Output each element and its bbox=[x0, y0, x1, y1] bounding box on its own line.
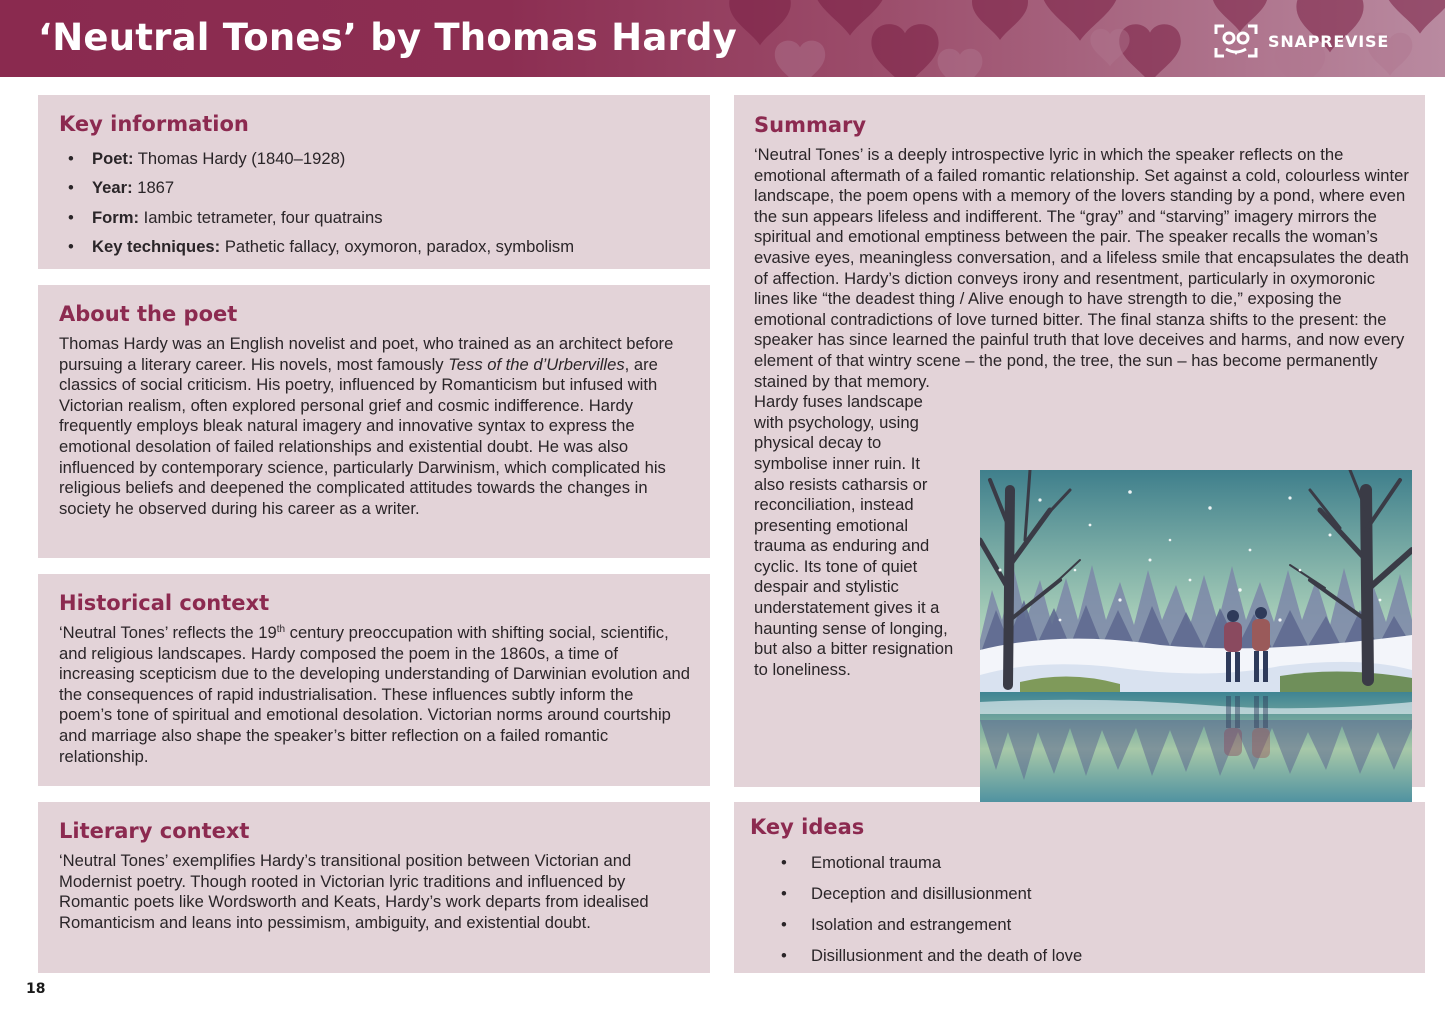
item-label: Poet: bbox=[92, 149, 134, 168]
item-value: 1867 bbox=[137, 178, 175, 198]
item-value: Iambic tetrameter, four quatrains bbox=[143, 207, 383, 227]
section-heading: Literary context bbox=[59, 819, 250, 843]
section-heading: Key ideas bbox=[750, 815, 865, 839]
item-value: Thomas Hardy (1840–1928) bbox=[137, 149, 346, 168]
owl-icon bbox=[1212, 22, 1260, 60]
text-span: Thomas Hardy was an English novelist and poet, who trained as an architect before pursuing a literary career. His novels, most famously bbox=[59, 334, 674, 374]
item-label: Year: bbox=[92, 178, 133, 198]
text-span: century preoccupation with shifting social, scientific, and religious landscapes. Hardy composed the poem in the 1860s, a time of increasing scepticism due to the developing understanding of Darwinian evolution and the consequences of rapid industrialisation. These influences subtly inform the poem’s tone of spiritual and emotional desolation. Victorian norms around courtship and marriage also shape the speaker’s bitter reflection on a failed romantic relationship. bbox=[59, 623, 690, 766]
item-label: Form: bbox=[92, 207, 140, 227]
section-heading: About the poet bbox=[59, 302, 238, 326]
winter-pond-illustration bbox=[980, 470, 1412, 806]
summary-card bbox=[734, 95, 1425, 787]
list-item: • Isolation and estrangement bbox=[750, 909, 1405, 940]
list-item bbox=[59, 232, 690, 261]
historical-context-card bbox=[38, 574, 710, 786]
summary-body bbox=[754, 145, 1409, 680]
summary-side-paragraph: Hardy fuses landscape with psychology, using physical decay to symbolise inner ruin. It also resists catharsis or reconciliation, instead presenting emotional trauma as enduring and cyclic. Its tone of quiet despair and stylistic understatement gives it a haunting sense of longing, but also a bitter resignation to loneliness. bbox=[754, 392, 954, 679]
superscript: th bbox=[276, 624, 286, 635]
list-item: • Disillusionment and the death of love bbox=[750, 940, 1405, 971]
paragraph bbox=[59, 334, 690, 519]
brand-logo bbox=[1212, 22, 1389, 60]
novel-title: Tess of the d’Urbervilles bbox=[448, 354, 625, 374]
list-item: • Deception and disillusionment bbox=[750, 878, 1405, 909]
section-heading: Key information bbox=[59, 112, 249, 136]
brand-name: SNAPREVISE bbox=[1268, 31, 1390, 51]
key-ideas-list bbox=[750, 847, 1405, 971]
list-item bbox=[59, 144, 690, 173]
section-heading: Historical context bbox=[59, 591, 270, 615]
text-span: , are classics of social criticism. His poetry, influenced by Romanticism but infused with Victorian realism, often explored personal grief and cosmic indifference. Hardy frequently employs bleak natural imagery and innovative syntax to express the emotional desolation of failed relationships and existential doubt. He was also influenced by contemporary science, particularly Darwinism, which complicated his religious beliefs and deepened the complicated attitudes towards the changes in society he observed during his career as a writer. bbox=[59, 354, 666, 518]
paragraph: ‘Neutral Tones’ exemplifies Hardy’s transitional position between Victorian and Modernist poetry. Though rooted in Victorian lyric traditions and influenced by Romantic poets like Wordsworth and Keats, Hardy’s work departs from idealised Romanticism and leans into pessimism, ambiguity, and existential doubt. bbox=[59, 851, 649, 932]
item-label: Key techniques: bbox=[92, 236, 221, 256]
key-info-list bbox=[59, 144, 690, 261]
literary-context-card bbox=[38, 802, 710, 973]
page-header bbox=[0, 0, 1445, 77]
about-poet-card bbox=[38, 285, 710, 558]
summary-paragraph: ‘Neutral Tones’ is a deeply introspective lyric in which the speaker reflects on the emotional aftermath of a failed romantic relationship. Set against a cold, colourless winter landscape, the poem opens with a memory of the lovers standing by a pond, where even the sun appears lifeless and indifferent. The “gray” and “starving” imagery mirrors the spiritual and emotional emptiness between the pair. The speaker recalls the woman’s evasive eyes, meaningless conversation, and a lifeless smile that encapsulates the death of affection. Hardy’s diction conveys irony and resentment, particularly in oxymoronic lines like “the deadest thing / Alive enough to have strength to die,” exposing the emotional contradictions of love turned bitter. The final stanza shifts to the present: the speaker has since learned the painful truth that love deceives and harms, and now every element of that wintry scene – the pond, the tree, the sun – has become permanently stained by that memory. bbox=[754, 145, 1409, 391]
section-heading: Summary bbox=[754, 113, 867, 137]
item-value: Pathetic fallacy, oxymoron, paradox, symbolism bbox=[224, 236, 575, 256]
page-title: ‘Neutral Tones’ by Thomas Hardy bbox=[38, 16, 737, 59]
list-item: • Emotional trauma bbox=[750, 847, 1405, 878]
page-number: 18 bbox=[26, 981, 46, 997]
list-item bbox=[59, 173, 690, 202]
key-information-card bbox=[38, 95, 710, 269]
text-span: ‘Neutral Tones’ reflects the 19 bbox=[59, 623, 277, 642]
paragraph bbox=[59, 623, 690, 767]
list-item bbox=[59, 203, 690, 232]
key-ideas-card bbox=[734, 802, 1425, 973]
